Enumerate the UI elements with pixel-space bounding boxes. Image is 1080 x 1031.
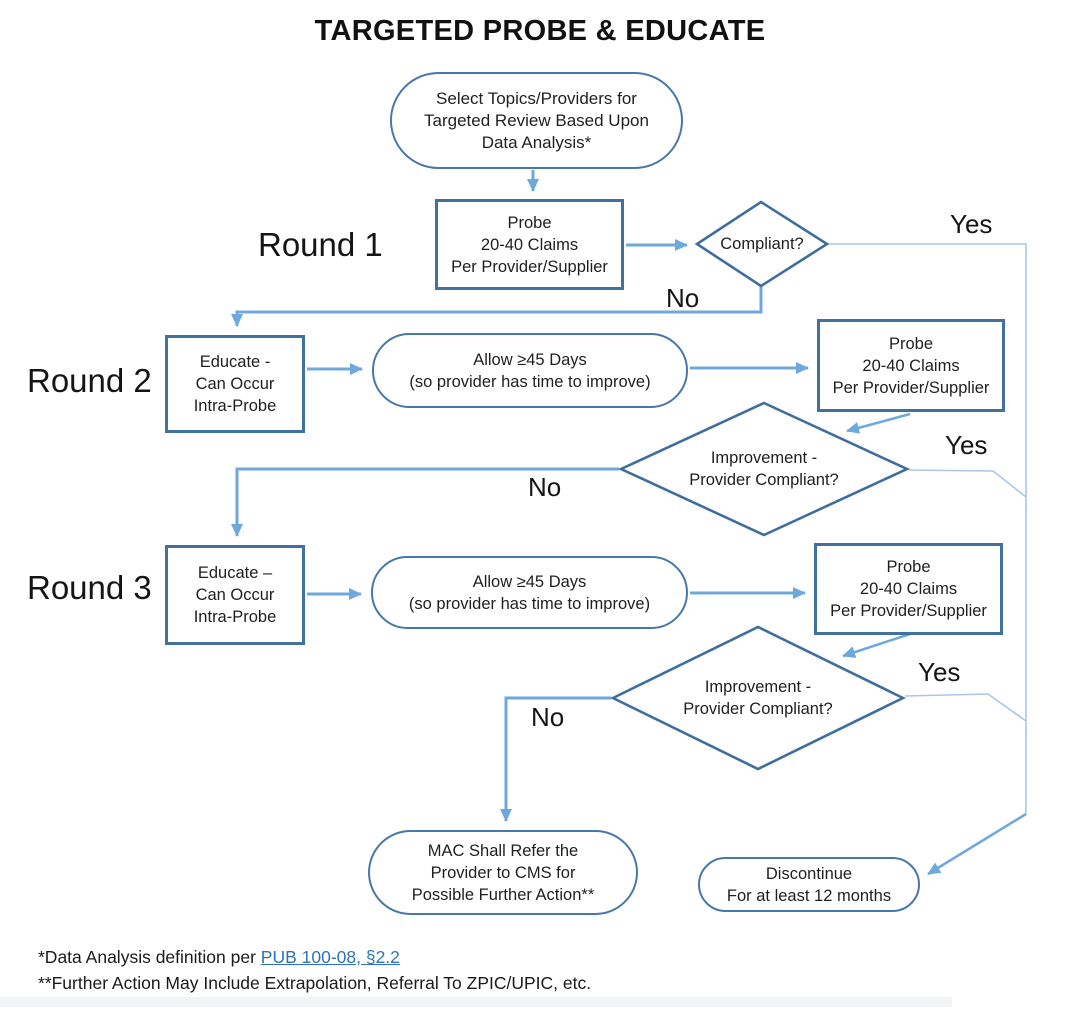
mac-line: MAC Shall Refer the: [427, 841, 579, 860]
probe-line: Per Provider/Supplier: [830, 602, 987, 620]
connector-yes-round2-to-rail: [909, 470, 1026, 497]
improvement-decision-text-round-3: [620, 629, 896, 767]
decision-line: Provider Compliant?: [689, 471, 839, 489]
probe-line: 20-40 Claims: [862, 356, 960, 375]
discontinue-line: Discontinue: [765, 864, 853, 883]
probe-line: Probe: [888, 334, 934, 353]
decision-line: Improvement -: [710, 449, 818, 467]
decision-line: Improvement -: [704, 678, 812, 696]
educate-line: Intra-Probe: [193, 608, 277, 626]
educate-line: Can Occur: [195, 375, 275, 393]
yes-label-round-3: Yes: [918, 657, 961, 687]
footnote-1: [38, 944, 591, 970]
no-label-round-3: No: [531, 702, 565, 732]
educate-box-round-2: [165, 335, 305, 433]
start-node: [390, 72, 683, 169]
discontinue-line: For at least 12 months: [726, 886, 892, 905]
yes-label-round-1: Yes: [950, 209, 993, 239]
allow-45-days-oval-round-2: [372, 333, 688, 408]
probe-box-round-2: [817, 319, 1005, 412]
allow-line: (so provider has time to improve): [409, 372, 651, 391]
allow-45-days-oval-round-3: [371, 556, 688, 629]
round-1-label: Round 1: [258, 226, 383, 263]
start-node-line: Select Topics/Providers for: [436, 88, 637, 108]
probe-box-round-3: [814, 543, 1003, 635]
probe-line: Per Provider/Supplier: [832, 378, 990, 397]
probe-line: Per Provider/Supplier: [451, 257, 608, 276]
educate-line: Educate –: [197, 564, 273, 582]
improvement-decision-text-round-2: [626, 404, 902, 534]
start-node-line: Targeted Review Based Upon: [424, 110, 649, 130]
allow-line: Allow ≥45 Days: [473, 350, 587, 369]
compliant-decision-text: [699, 203, 825, 285]
discontinue-node: [698, 857, 920, 912]
probe-line: Probe: [886, 558, 931, 576]
yes-label-round-2: Yes: [945, 430, 988, 460]
educate-line: Intra-Probe: [193, 397, 277, 415]
page-bottom-strip: [0, 997, 952, 1007]
connector-yes-round3-to-rail: [905, 694, 1026, 721]
mac-line: Provider to CMS for: [430, 863, 576, 882]
diagram-title: TARGETED PROBE & EDUCATE: [314, 15, 766, 47]
start-node-line: Data Analysis*: [481, 132, 592, 152]
connector-rail-to-discontinue: [928, 814, 1026, 874]
pub-100-08-link[interactable]: PUB 100-08, §2.2: [260, 947, 400, 967]
probe-line: 20-40 Claims: [480, 235, 579, 254]
allow-line: (so provider has time to improve): [408, 594, 651, 613]
educate-line: Can Occur: [195, 586, 275, 604]
educate-line: Educate -: [199, 353, 271, 371]
probe-line: 20-40 Claims: [859, 580, 958, 598]
mac-referral-node: [368, 830, 638, 915]
probe-box-round-1: [435, 199, 624, 290]
educate-box-round-3: [165, 545, 305, 645]
allow-line: Allow ≥45 Days: [472, 572, 587, 591]
probe-line: Probe: [507, 213, 552, 232]
footnotes: [38, 944, 591, 996]
no-label-round-2: No: [528, 472, 562, 502]
connector-no-round2-to-educate3: [237, 469, 619, 536]
footnote-2: **Further Action May Include Extrapolation, Referral To ZPIC/UPIC, etc.: [38, 973, 592, 993]
mac-line: Possible Further Action**: [411, 885, 595, 904]
round-2-label: Round 2: [27, 362, 152, 399]
no-label-round-1: No: [666, 283, 700, 313]
footnote-1-text: *Data Analysis definition per: [38, 947, 261, 967]
decision-line: Provider Compliant?: [683, 700, 833, 718]
round-3-label: Round 3: [27, 569, 152, 606]
decision-line: Compliant?: [720, 235, 804, 253]
